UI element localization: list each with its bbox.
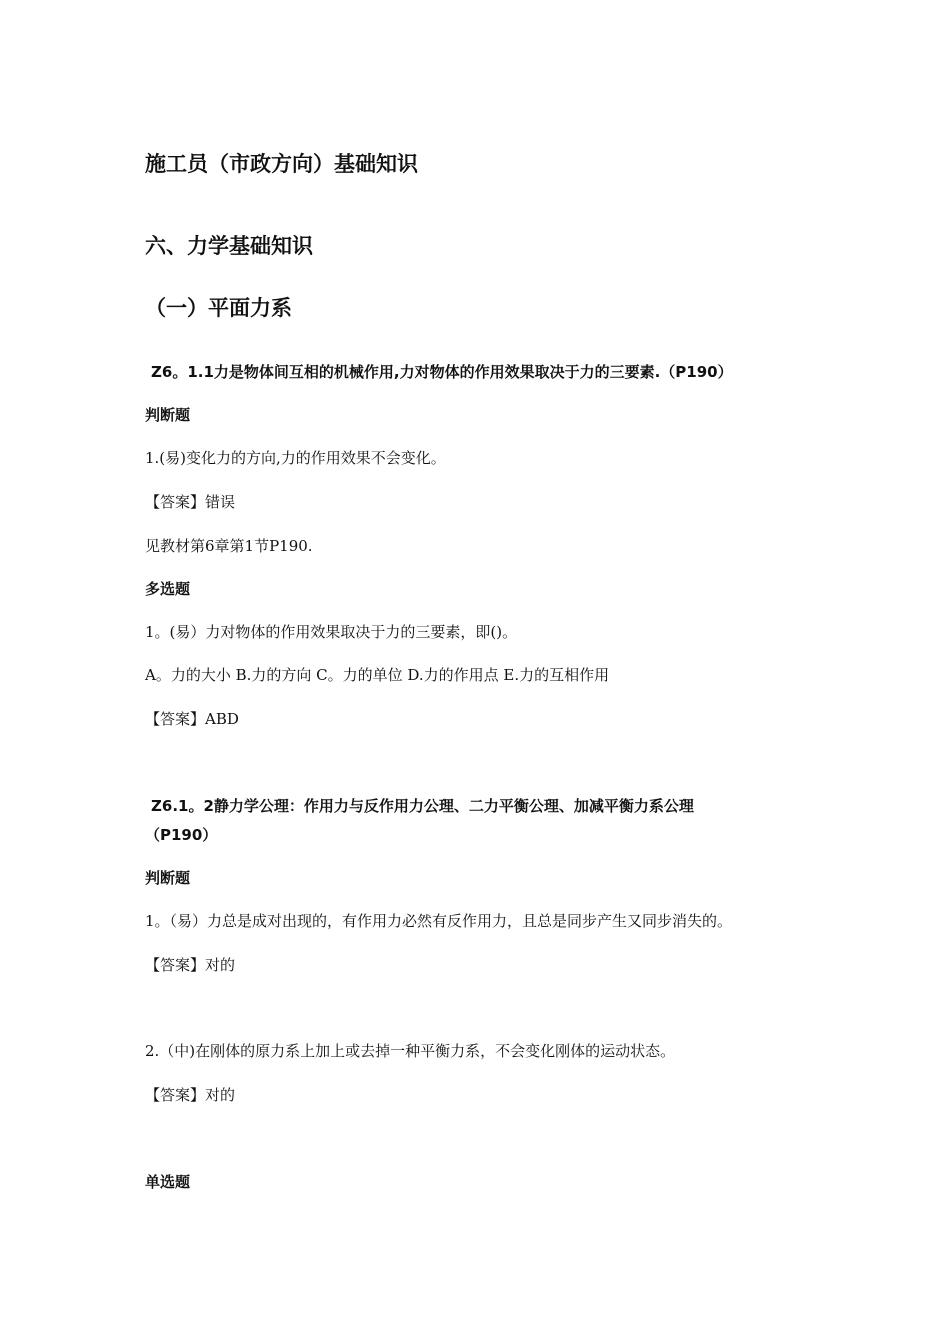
topic1-heading: Z6。1.1力是物体间互相的机械作用,力对物体的作用效果取决于力的三要素.（P190） bbox=[151, 363, 733, 381]
topic1-judge-question-1: 1.(易)变化力的方向,力的作用效果不会变化。 bbox=[145, 449, 446, 467]
topic1-judge-note: 见教材第6章第1节P190. bbox=[145, 537, 313, 555]
topic2-judge-answer-1: 【答案】对的 bbox=[145, 956, 236, 974]
topic1-judge-answer-1: 【答案】错误 bbox=[145, 493, 236, 511]
document-title: 施工员（市政方向）基础知识 bbox=[145, 152, 418, 176]
topic2-heading-line1: Z6.1。2静力学公理：作用力与反作用力公理、二力平衡公理、加减平衡力系公理 bbox=[151, 797, 694, 815]
topic2-heading-line2: （P190） bbox=[145, 826, 218, 844]
topic1-multi-label: 多选题 bbox=[145, 580, 191, 598]
topic1-multi-options: A。力的大小 B.力的方向 C。力的单位 D.力的作用点 E.力的互相作用 bbox=[145, 666, 610, 684]
topic2-judge-label: 判断题 bbox=[145, 869, 191, 887]
topic2-judge-question-2: 2.（中)在刚体的原力系上加上或去掉一种平衡力系，不会变化刚体的运动状态。 bbox=[145, 1042, 676, 1060]
topic1-multi-question-1: 1。(易）力对物体的作用效果取决于力的三要素，即()。 bbox=[145, 623, 518, 641]
topic1-judge-label: 判断题 bbox=[145, 406, 191, 424]
chapter-heading: 六、力学基础知识 bbox=[145, 234, 313, 258]
topic2-judge-question-1: 1。（易）力总是成对出现的，有作用力必然有反作用力，且总是同步产生又同步消失的。 bbox=[145, 912, 733, 930]
topic2-judge-answer-2: 【答案】对的 bbox=[145, 1086, 236, 1104]
section-heading: （一）平面力系 bbox=[145, 296, 292, 320]
topic2-single-label: 单选题 bbox=[145, 1173, 191, 1191]
topic1-multi-answer-1: 【答案】ABD bbox=[145, 710, 239, 728]
